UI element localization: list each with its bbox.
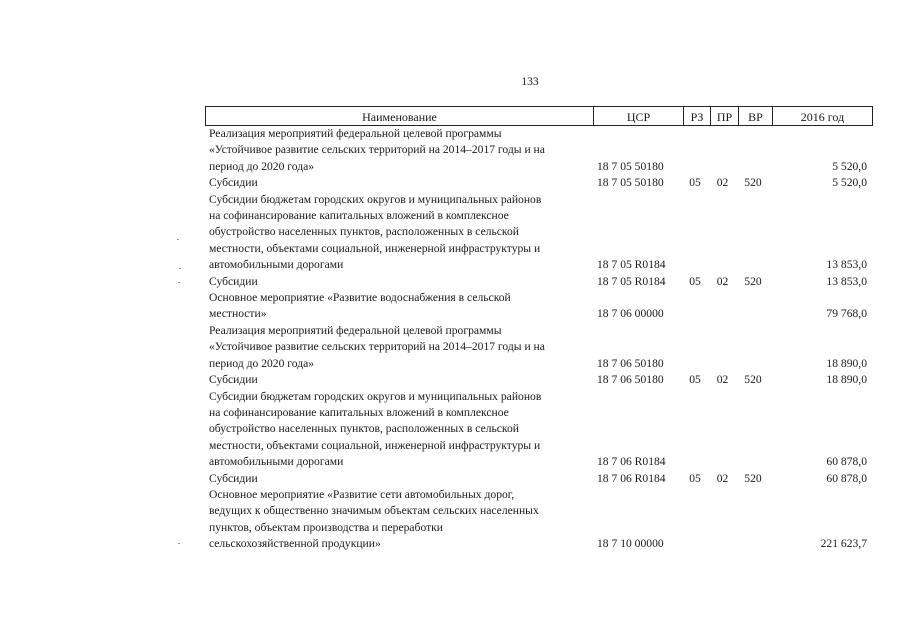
row-amount: 60 878,0 <box>826 455 867 469</box>
row-pr: 02 <box>716 274 729 288</box>
table-row <box>205 290 873 323</box>
row-rz: 05 <box>689 373 701 387</box>
header-vr: ВР <box>738 107 772 125</box>
row-rz: 05 <box>689 176 701 190</box>
row-name <box>205 471 590 487</box>
table-row <box>205 389 873 471</box>
scan-speck <box>178 282 180 283</box>
row-name-line: местности, объектами социальной, инженерной инфраструктуры и <box>209 438 541 452</box>
row-pr: 02 <box>716 373 729 387</box>
row-name-line: ведущих к общественно значимым объектам сельских населенных <box>209 504 539 518</box>
table-body <box>205 126 873 553</box>
row-name-line: период до 2020 года» <box>209 356 315 370</box>
table-row <box>205 323 873 372</box>
scan-speck <box>178 543 180 544</box>
header-csr: ЦСР <box>593 107 683 125</box>
row-name-line: Субсидии <box>209 176 258 190</box>
table-row <box>205 192 873 274</box>
header-name: Наименование <box>362 110 437 124</box>
row-pr: 02 <box>716 176 729 190</box>
row-rz: 05 <box>689 274 701 288</box>
row-name-line: Основное мероприятие «Развитие водоснабжения в сельской <box>209 291 511 305</box>
table-row <box>205 126 873 175</box>
row-name <box>205 175 590 191</box>
row-name-line: пунктов, объектам производства и переработки <box>209 520 443 534</box>
row-name-line: автомобильными дорогами <box>209 455 344 469</box>
row-csr: 18 7 06 50180 <box>597 356 664 370</box>
row-name <box>205 372 590 388</box>
row-amount: 18 890,0 <box>826 373 867 387</box>
scan-speck <box>179 268 181 269</box>
row-name-line: Реализация мероприятий федеральной целевой программы <box>209 127 502 140</box>
row-name <box>205 487 590 553</box>
row-name <box>205 192 590 274</box>
row-csr: 18 7 06 50180 <box>597 373 664 387</box>
budget-table <box>205 106 873 553</box>
row-csr: 18 7 05 R0184 <box>597 274 666 288</box>
row-name <box>205 323 590 372</box>
table-row <box>205 175 873 191</box>
row-name-line: на софинансирование капитальных вложений в комплексное <box>209 405 509 419</box>
row-name-line: «Устойчивое развитие сельских территорий на 2014–2017 годы и на <box>209 143 545 157</box>
row-name <box>205 126 590 175</box>
row-amount: 5 520,0 <box>832 159 867 173</box>
row-amount: 60 878,0 <box>826 471 867 485</box>
table-row <box>205 471 873 487</box>
row-vr: 520 <box>744 471 762 485</box>
row-amount: 79 768,0 <box>826 307 867 321</box>
row-vr: 520 <box>744 373 762 387</box>
scan-speck <box>177 239 179 240</box>
row-csr: 18 7 05 50180 <box>597 176 664 190</box>
header-pr: ПР <box>710 107 738 125</box>
row-name <box>205 389 590 471</box>
row-name-line: Реализация мероприятий федеральной целевой программы <box>209 323 502 337</box>
row-amount: 221 623,7 <box>820 537 867 551</box>
row-name-line: местности» <box>209 307 267 321</box>
table-row <box>205 274 873 290</box>
row-name-line: Субсидии бюджетам городских округов и муниципальных районов <box>209 389 542 403</box>
row-amount: 13 853,0 <box>826 258 867 272</box>
row-name-line: «Устойчивое развитие сельских территорий на 2014–2017 годы и на <box>209 340 545 354</box>
row-amount: 5 520,0 <box>832 176 867 190</box>
row-name-line: обустройство населенных пунктов, расположенных в сельской <box>209 422 519 436</box>
row-csr: 18 7 05 50180 <box>597 159 664 173</box>
row-csr: 18 7 10 00000 <box>597 537 664 551</box>
table-row <box>205 372 873 388</box>
row-name-line: Субсидии <box>209 471 258 485</box>
row-name <box>205 290 590 323</box>
row-name-line: Основное мероприятие «Развитие сети автомобильных дорог, <box>209 487 515 501</box>
row-csr: 18 7 05 R0184 <box>597 258 666 272</box>
header-rz: РЗ <box>683 107 710 125</box>
page-number: 133 <box>521 76 539 88</box>
row-amount: 13 853,0 <box>826 274 867 288</box>
row-name-line: Субсидии бюджетам городских округов и муниципальных районов <box>209 192 542 206</box>
row-csr: 18 7 06 R0184 <box>597 455 666 469</box>
row-vr: 520 <box>744 274 762 288</box>
row-rz: 05 <box>689 471 701 485</box>
row-name-line: Субсидии <box>209 373 258 387</box>
table-header-row <box>205 106 873 126</box>
row-name-line: местности, объектами социальной, инженерной инфраструктуры и <box>209 241 541 255</box>
row-csr: 18 7 06 00000 <box>597 307 664 321</box>
row-name-line: автомобильными дорогами <box>209 258 344 272</box>
row-pr: 02 <box>716 471 729 485</box>
row-name-line: на софинансирование капитальных вложений в комплексное <box>209 209 509 223</box>
header-year: 2016 год <box>772 107 872 125</box>
row-csr: 18 7 06 R0184 <box>597 471 666 485</box>
row-vr: 520 <box>744 176 762 190</box>
table-row <box>205 487 873 553</box>
row-name <box>205 274 590 290</box>
row-amount: 18 890,0 <box>826 356 867 370</box>
row-name-line: сельскохозяйственной продукции» <box>209 537 381 551</box>
row-name-line: обустройство населенных пунктов, расположенных в сельской <box>209 225 519 239</box>
row-name-line: Субсидии <box>209 274 258 288</box>
row-name-line: период до 2020 года» <box>209 159 315 173</box>
